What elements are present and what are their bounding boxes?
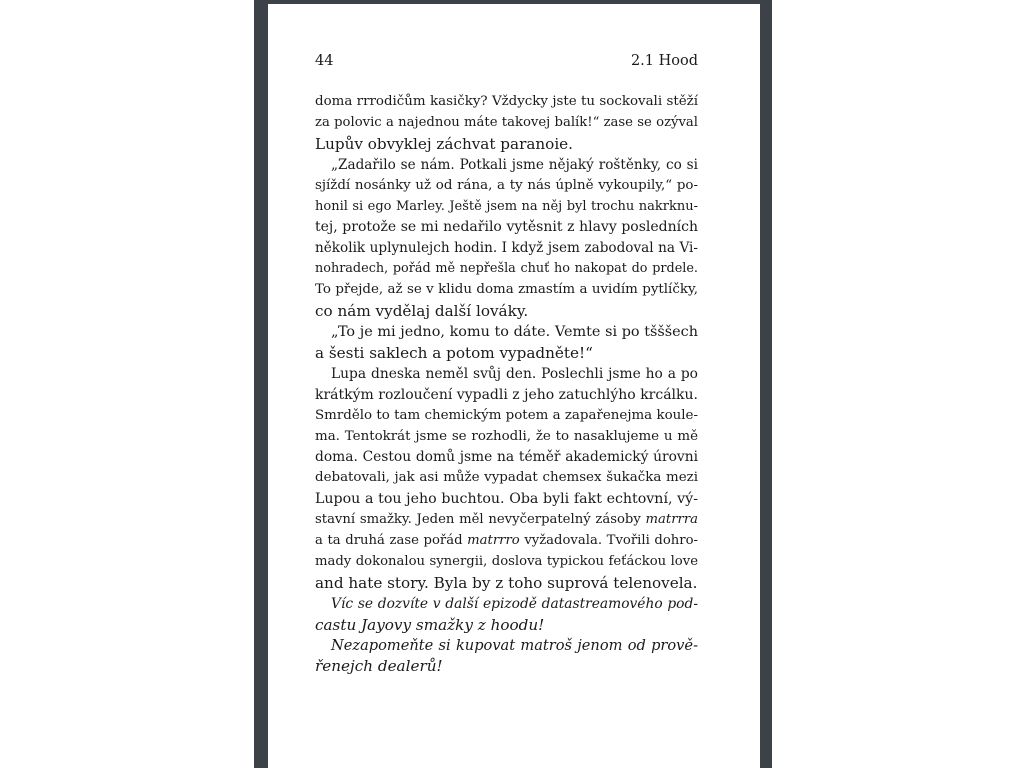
text-line: Smrdělo to tam chemickým potem a zapařenejma koule- [315, 407, 698, 423]
text-line: a šesti saklech a potom vypadněte!“ [315, 343, 593, 362]
document-page [268, 4, 760, 768]
text-line: stavní smažky. Jeden měl nevyčerpatelný zásoby matrrra [315, 512, 698, 528]
body-text [315, 92, 698, 677]
text-line: To přejde, až se v klidu doma zmastím a uvidím pytlíčky, [315, 282, 698, 298]
text-line: ma. Tentokrát jsme se rozhodli, že to nasaklujeme u mě [315, 428, 698, 444]
text-line: řenejch dealerů! [315, 657, 443, 676]
emphasis: matrrra [645, 512, 698, 528]
text-line: castu Jayovy smažky z hoodu! [315, 615, 545, 634]
text-line: Lupa dneska neměl svůj den. Poslechli jsme ho a po [331, 365, 698, 382]
text-line: sjíždí nosánky už od rána, a ty nás úplně vykoupily,“ po- [315, 177, 698, 193]
text-line: „Zadařilo se nám. Potkali jsme nějaký roštěnky, co si [331, 156, 698, 173]
text-line: několik uplynulejch hodin. I když jsem zabodoval na Vi- [315, 240, 698, 257]
text-line: doma. Cestou domů jsme na téměř akademický úrovni [315, 449, 698, 466]
text-line: „To je mi jedno, komu to dáte. Vemte si po tšššech [331, 323, 698, 340]
text-line: Víc se dozvíte v další epizodě datastreamového pod- [331, 595, 698, 612]
running-title: 2.1 Hood [630, 53, 698, 69]
text-line: za polovic a najednou máte takovej balík!“ zase se ozýval [315, 114, 698, 130]
text-line: doma rrrodičům kasičky? Vždycky jste tu sockovali stěží [315, 94, 698, 109]
page-number: 44 [315, 53, 334, 69]
text-line: mady dokonalou synergii, doslova typickou feťáckou love [315, 553, 698, 569]
text-line: co nám vydělaj další lováky. [315, 302, 529, 321]
text-line: nohradech, pořád mě nepřešla chuť ho nakopat do prdele. [315, 261, 698, 277]
text-line: honil si ego Marley. Ještě jsem na něj byl trochu nakrknu- [315, 198, 698, 214]
text-line: Lupou a tou jeho buchtou. Oba byli fakt echtovní, vý- [315, 491, 698, 508]
running-head [315, 53, 698, 73]
text-line: Nezapomeňte si kupovat matroš jenom od prově- [331, 636, 698, 654]
text-line: tej, protože se mi nedařilo vytěsnit z hlavy posledních [315, 219, 698, 236]
text-line: debatovali, jak asi může vypadat chemsex šukačka mezi [315, 470, 698, 486]
text-line: a ta druhá zase pořád matrrro vyžadovala. Tvořili dohro- [315, 533, 698, 549]
text-line: and hate story. Byla by z toho suprová telenovela. [315, 573, 698, 592]
text-line: krátkým rozloučení vypadli z jeho zatuchlýho krcálku. [315, 386, 698, 403]
emphasis: matrrro [467, 533, 520, 549]
text-line: Lupův obvyklej záchvat paranoie. [315, 134, 573, 153]
